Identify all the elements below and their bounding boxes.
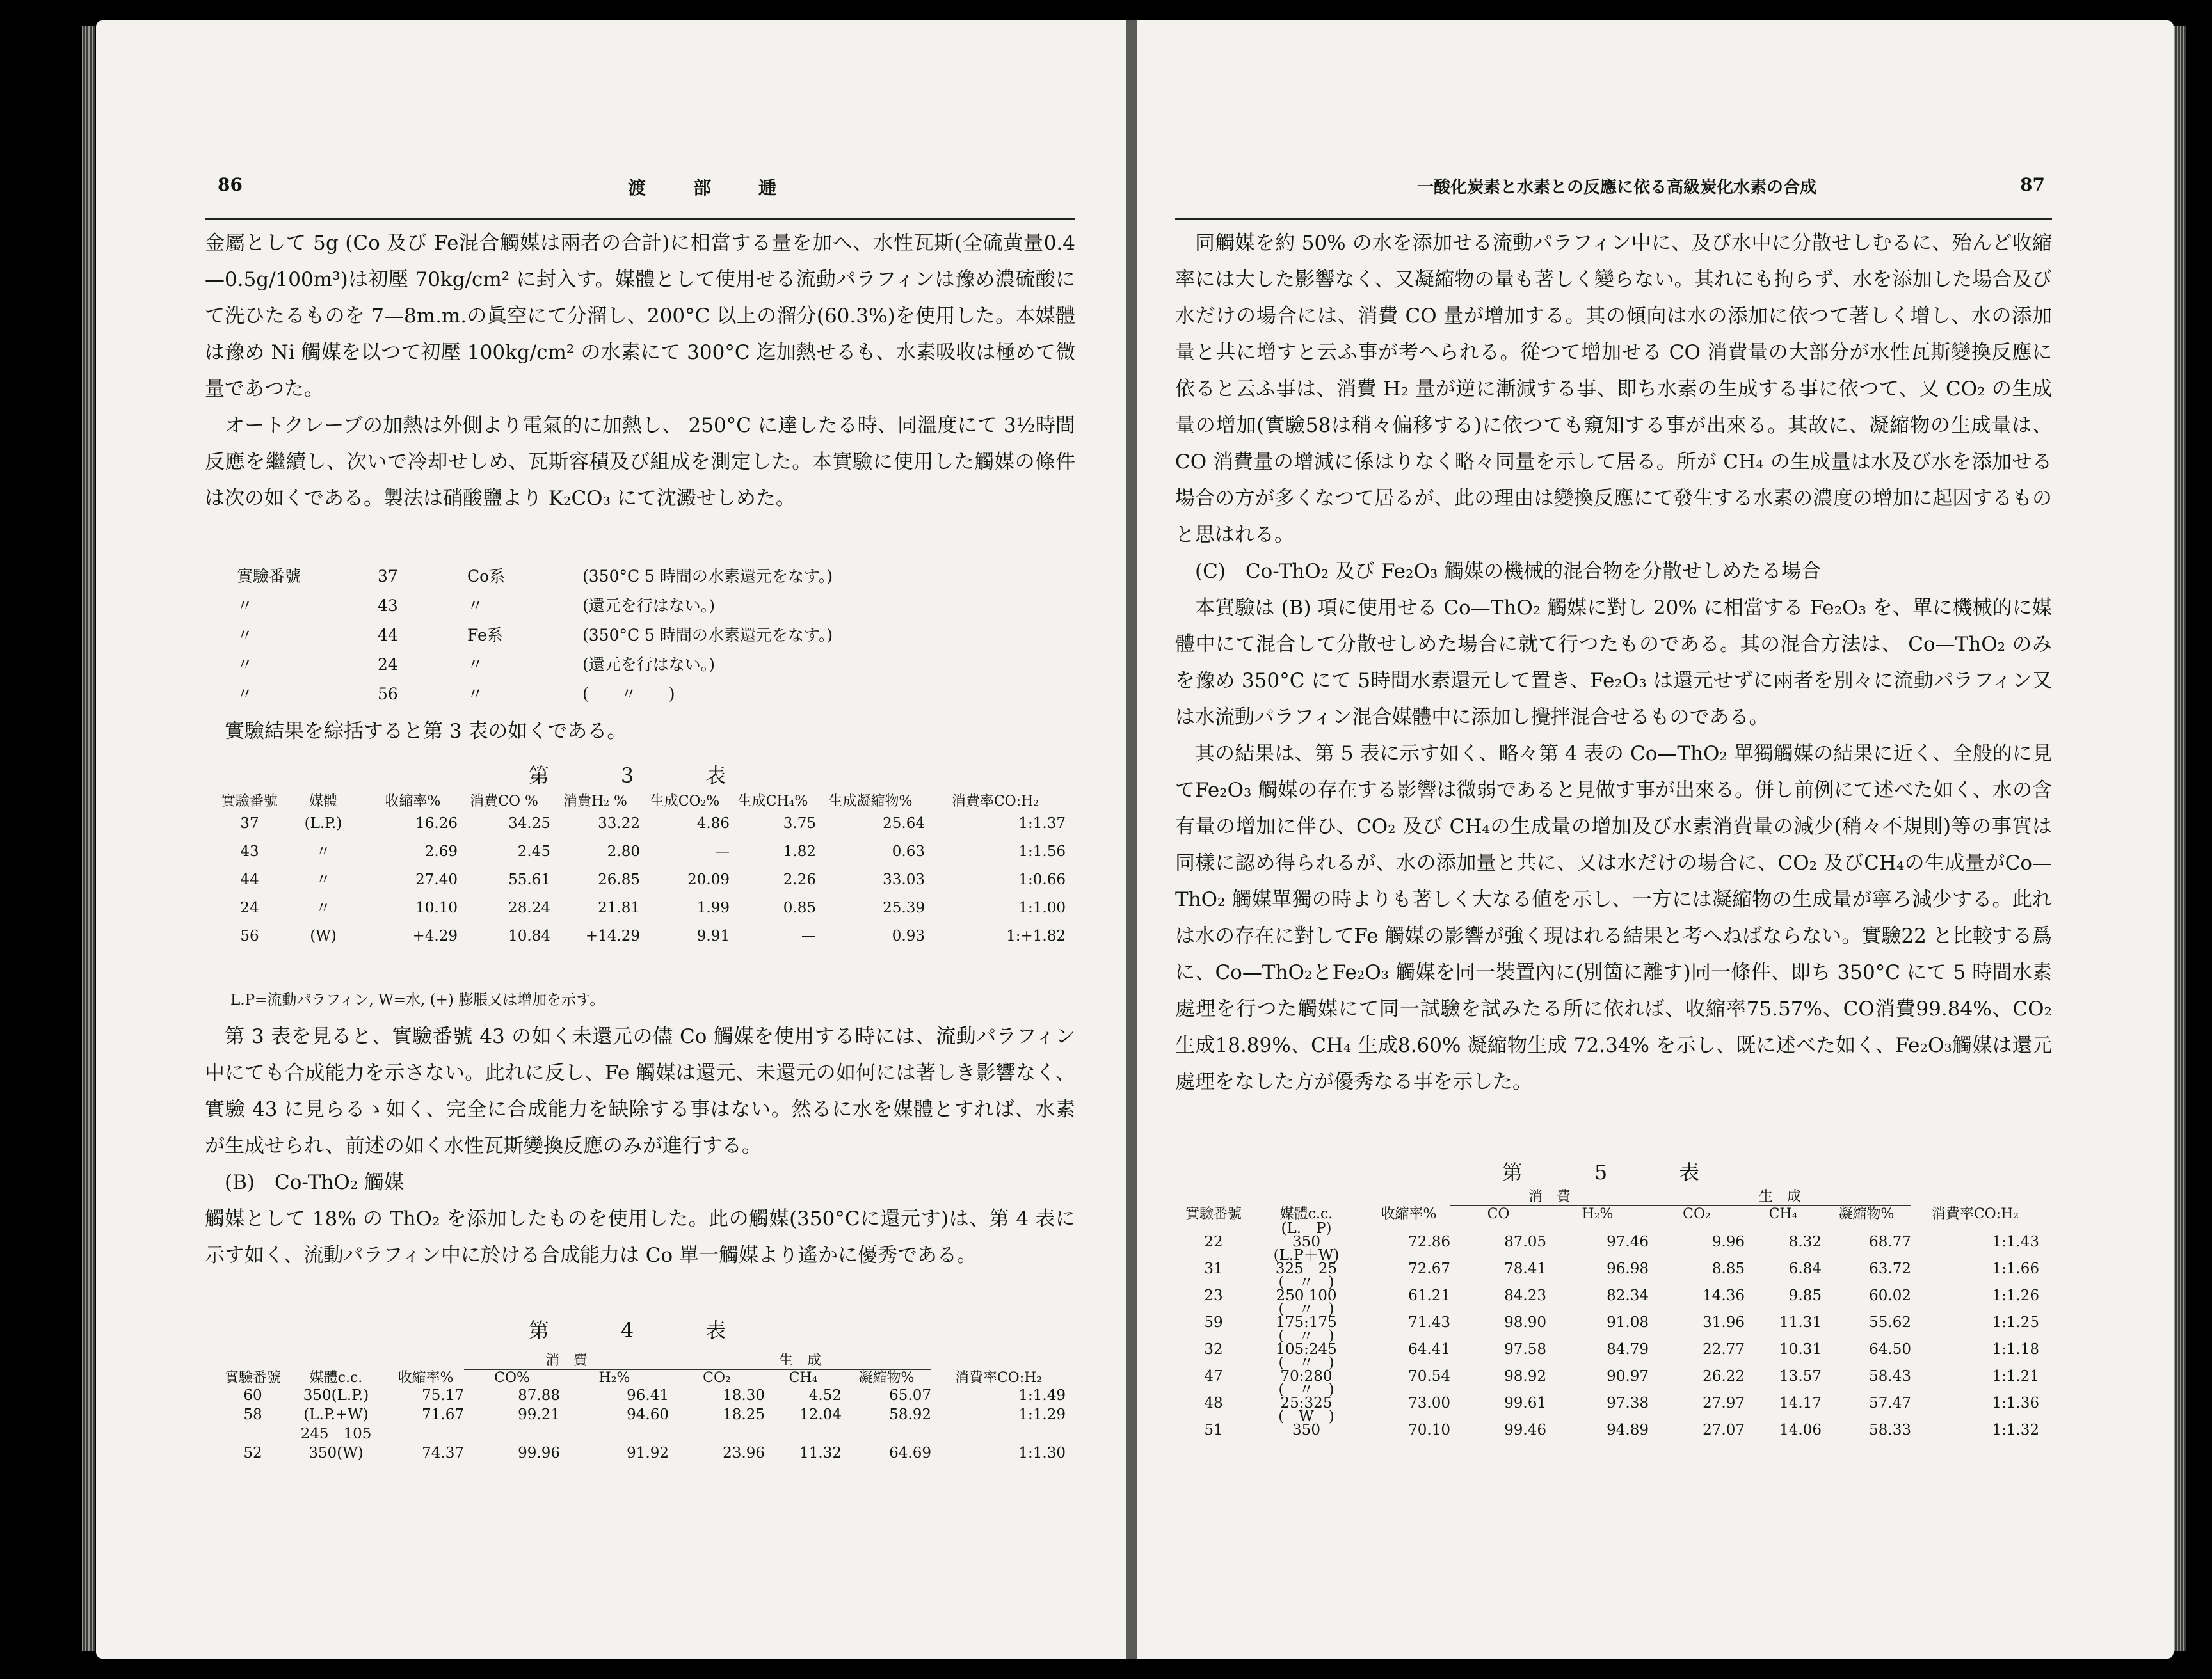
table-header-cell: 實驗番號 (221, 793, 278, 809)
table-cell: 99.96 (518, 1445, 560, 1461)
list-cell: 〃 (467, 655, 484, 674)
table-header-cell: 生成凝縮物% (828, 793, 913, 809)
book-edge-right (2174, 26, 2186, 1651)
table-header-cell: CO₂ (1683, 1206, 1711, 1222)
table-cell: 51 (1204, 1422, 1223, 1438)
table-header-cell: 生成CO₂% (650, 793, 720, 809)
table-header-cell: 凝縮物% (1838, 1206, 1895, 1222)
table-cell: 72.67 (1408, 1261, 1450, 1277)
table-header-cell: 消費率CO:H₂ (1931, 1206, 2019, 1222)
table-header-cell: H₂% (598, 1370, 630, 1386)
list-cell: (還元を行はない。) (582, 596, 716, 615)
table-cell: 27.07 (1703, 1422, 1745, 1438)
table-cell: 1:1.32 (1992, 1422, 2039, 1438)
table-header-cell: CH₄ (789, 1370, 818, 1386)
table-cell: 22.77 (1703, 1341, 1745, 1358)
list-cell: 44 (378, 626, 398, 644)
table-cell: 18.30 (723, 1387, 765, 1404)
table-cell: 98.92 (1504, 1368, 1546, 1385)
table-cell: 58 (243, 1406, 262, 1423)
table3-note: L.P=流動パラフィン, W=水, (+) 膨脹又は增加を示す。 (230, 992, 605, 1008)
table-cell: 70.54 (1408, 1368, 1450, 1385)
table-cell: 98.90 (1504, 1314, 1546, 1331)
table-cell: 4.52 (808, 1387, 842, 1404)
table-cell: 97.46 (1607, 1234, 1649, 1250)
table-cell: 25.39 (883, 900, 925, 916)
table-cell: 0.85 (783, 900, 816, 916)
table-cell: 70:280 (1280, 1368, 1333, 1385)
table-cell: 78.41 (1504, 1261, 1546, 1277)
table-cell: 26.22 (1703, 1368, 1745, 1385)
list-cell: Fe系 (467, 626, 503, 644)
table-header-cell: 收縮率% (1381, 1206, 1437, 1222)
table-cell: 48 (1204, 1395, 1223, 1412)
list-cell: (350°C 5 時間の水素還元をなす。) (582, 626, 833, 644)
table-header-cell: CO₂ (703, 1370, 731, 1386)
table-cell: 84.79 (1607, 1341, 1649, 1358)
table-cell: 0.63 (892, 843, 925, 860)
table-cell: 56 (240, 928, 259, 944)
table-cell: 11.31 (1779, 1314, 1822, 1331)
table-cell: 8.85 (1711, 1261, 1745, 1277)
table-header-cell: CO% (494, 1370, 530, 1386)
table-cell: 27.97 (1703, 1395, 1745, 1412)
table-cell: 4.86 (696, 815, 730, 832)
table-cell: 105:245 (1276, 1341, 1337, 1358)
table-cell: 27.40 (415, 871, 458, 888)
table-cell: 90.97 (1607, 1368, 1649, 1385)
table-header-cell: 收縮率% (397, 1370, 454, 1386)
table-cell: — (801, 928, 816, 944)
table-cell: 44 (240, 871, 259, 888)
table-cell: 10.10 (415, 900, 458, 916)
table4-caption: 第 4 表 (528, 1318, 752, 1342)
table-cell (464, 1424, 560, 1444)
section-heading: (C) Co-ThO₂ 及び Fe₂O₃ 觸媒の機械的混合物を分散せしめたる場合 (1195, 560, 1822, 583)
table-cell (842, 1424, 931, 1444)
table-cell (669, 1424, 765, 1444)
table-cell: 47 (1204, 1368, 1223, 1385)
table-cell: 34.25 (508, 815, 550, 832)
table-cell: 14.06 (1779, 1422, 1822, 1438)
table4 (221, 1353, 1066, 1463)
page-number: 87 (2020, 174, 2045, 195)
table-cell: 70.10 (1408, 1422, 1450, 1438)
table-cell: 72.86 (1408, 1234, 1450, 1250)
table-cell: 91.92 (627, 1445, 669, 1461)
paragraph: 第 3 表を見ると、實驗番號 43 の如く未還元の儘 Co 觸媒を使用する時には、流動パラフィン中にても合成能力を示さない。此れに反し、Fe 觸媒は還元、未還元の如何には著しき影響なく、實驗 43 に見らるゝ如く、完全に合成能力を缺除する事はない。然るに水を媒體とすれば、水素が生成せられ、前述の如く水性瓦斯變換反應のみが進行する。 (205, 1025, 1075, 1158)
table-header-cell: 實驗番號 (1185, 1206, 1242, 1222)
table-cell: 99.21 (518, 1406, 560, 1423)
table-cell: 1.82 (783, 843, 816, 860)
list-cell: 43 (378, 596, 398, 615)
book-edge-left (82, 26, 95, 1651)
table-cell: 71.67 (422, 1406, 464, 1423)
table-cell (765, 1424, 842, 1444)
table-cell: 9.85 (1788, 1287, 1822, 1304)
table-cell: 14.17 (1779, 1395, 1822, 1412)
table-cell: 84.23 (1504, 1287, 1546, 1304)
table-cell: 58.92 (889, 1406, 931, 1423)
table-cell: 10.31 (1779, 1341, 1822, 1358)
table-cell: ( 〃 ) (1278, 1328, 1334, 1344)
table-cell: 1:1.21 (1992, 1368, 2039, 1385)
table-header-cell: 生成CH₄% (737, 793, 808, 809)
table-cell: 245 105 (300, 1426, 372, 1442)
list-cell: 〃 (237, 626, 253, 644)
table-cell: 94.89 (1607, 1422, 1649, 1438)
paragraph: 其の結果は、第 5 表に示す如く、略々第 4 表の Co—ThO₂ 單獨觸媒の結果に近く、全般的に見てFe₂O₃ 觸媒の存在する影響は微弱であると見做す事が出來る。併し前例にて述べた如く、水の含有量の增加に伴ひ、CO₂ 及び CH₄の生成量の增加及び水素消費量の減少(稍々不規則)等の事實は同樣に認め得られるが、水の添加量と共に、又は水だけの場合に、CO₂ 及びCH₄の生成量がCo—ThO₂ 觸媒單獨の時よりも著しく大なる値を示し、一方には凝縮物の生成量が寧ろ減少する。此れは水の存在に對してFe 觸媒の影響が強く現はれる結果と考へねばならない。實驗22 と比較する爲に、Co—ThO₂とFe₂O₃ 觸媒を同一裝置內に(別箇に離す)同一條件、即ち 350°C にて 5 時間水素處理を行つた觸媒にて同一試驗を試みたる所に依れば、收縮率75.57%、CO消費99.84%、CO₂生成18.89%、CH₄ 生成8.60% 凝縮物生成 72.34% を示し、既に述べた如く、Fe₂O₃觸媒は還元處理をなした方が優秀なる事を示した。 (1175, 742, 2052, 1094)
table-row (221, 1386, 1066, 1405)
table-cell: (W) (310, 928, 337, 944)
table-header-cell: 收縮率% (385, 793, 441, 809)
list-cell: ( 〃 ) (582, 685, 675, 703)
table-header-cell: 媒體c.c. (1279, 1206, 1333, 1222)
table-cell: 65.07 (889, 1387, 931, 1404)
table-cell: 61.21 (1408, 1287, 1450, 1304)
table-cell: 1:1.25 (1992, 1314, 2039, 1331)
table-cell: 25:325 (1280, 1395, 1333, 1412)
table-cell: 9.96 (1711, 1234, 1745, 1250)
table-cell: 10.84 (508, 928, 550, 944)
table-cell: 68.77 (1869, 1234, 1911, 1250)
table-cell: 1:1.43 (1992, 1234, 2039, 1250)
table-cell: 73.00 (1408, 1395, 1450, 1412)
list-cell: 〃 (237, 596, 253, 615)
table-cell: 87.88 (518, 1387, 560, 1404)
table-cell: 96.98 (1607, 1261, 1649, 1277)
paragraph: オートクレーブの加熱は外側より電氣的に加熱し、 250°C に達したる時、同溫度にて 3½時間反應を繼續し、次いで冷却せしめ、瓦斯容積及び組成を測定した。本實驗に使用した觸媒の條件は次の如くである。製法は硝酸鹽より K₂CO₃ にて沈澱せしめた。 (205, 414, 1075, 510)
right-text (1175, 225, 2052, 1101)
left-page (96, 20, 1126, 1659)
table-cell (560, 1424, 669, 1444)
table-cell: 1.99 (696, 900, 730, 916)
list-item (237, 621, 966, 650)
table-cell: 57.47 (1869, 1395, 1911, 1412)
table-cell: (L.P＋W) (1273, 1247, 1340, 1264)
table-cell: 64.69 (889, 1445, 931, 1461)
table-cell: 96.41 (627, 1387, 669, 1404)
table-cell: 9.91 (696, 928, 730, 944)
table-cell: +14.29 (585, 928, 640, 944)
table-cell: 13.57 (1779, 1368, 1822, 1385)
table-header-cell: 媒體 (309, 793, 337, 809)
section-heading: (B) Co-ThO₂ 觸媒 (225, 1171, 405, 1194)
table-cell: 〃 (316, 871, 331, 888)
table-cell: 97.58 (1504, 1341, 1546, 1358)
table-cell: 0.93 (892, 928, 925, 944)
table-cell: 1:1.37 (1018, 815, 1066, 832)
table-cell: — (715, 843, 730, 860)
table-row (221, 866, 1066, 894)
table-cell: 1:1.49 (1018, 1387, 1066, 1404)
table-cell: 87.05 (1504, 1234, 1546, 1250)
table-cell: 58.43 (1869, 1368, 1911, 1385)
table-cell: 1:1.26 (1992, 1287, 2039, 1304)
table-cell: 12.04 (799, 1406, 842, 1423)
table-cell: 75.17 (422, 1387, 464, 1404)
table-cell: 1:1.56 (1018, 843, 1066, 860)
table-cell: 58.33 (1869, 1422, 1911, 1438)
table-header-cell: 消費率CO:H₂ (954, 1370, 1043, 1386)
left-lower-text (205, 1019, 1075, 1274)
table-cell: 26.85 (598, 871, 640, 888)
table-cell: ( 〃 ) (1278, 1355, 1334, 1371)
list-cell: Co系 (467, 567, 506, 585)
list-cell: 24 (378, 655, 398, 674)
table-cell: 97.38 (1607, 1395, 1649, 1412)
list-cell: 〃 (237, 685, 253, 703)
table-cell: 64.41 (1408, 1341, 1450, 1358)
table-cell: 25.64 (883, 815, 925, 832)
table-cell: 2.45 (517, 843, 550, 860)
table-cell: 1:+1.82 (1006, 928, 1066, 944)
table-cell: 350(L.P.) (303, 1387, 369, 1404)
table-header-cell: 消費H₂ % (563, 793, 627, 809)
table-cell: 3.75 (783, 815, 816, 832)
table-cell: 55.61 (508, 871, 550, 888)
paragraph: 同觸媒を約 50% の水を添加せる流動パラフィン中に、及び水中に分散せしむるに、殆んど收縮率には大した影響なく、又凝縮物の量も著しく變らない。其れにも拘らず、水を添加した場合及び水だけの場合には、消費 CO 量が增加する。其の傾向は水の添加に依つて著しく增し、水の添加量と共に增すと云ふ事が考へられる。從つて增加せる CO 消費量の大部分が水性瓦斯變換反應に依ると云ふ事は、消費 H₂ 量が逆に漸減する事、即ち水素の生成する事に依つて、又 CO₂ の生成量の增加(實驗58は稍々偏移する)に依つても窺知する事が出來る。其故に、凝縮物の生成量は、CO 消費量の增減に係はりなく略々同量を示して居る。所が CH₄ の生成量は水及び水を添加せる場合の方が多くなつて居るが、此の理由は變換反應にて發生する水素の濃度の增加に起因するものと思はれる。 (1175, 232, 2052, 546)
table5-group-produced: 生 成 (1649, 1189, 1911, 1206)
table-cell: 1:1.30 (1018, 1445, 1066, 1461)
table-cell: 71.43 (1408, 1314, 1450, 1331)
paragraph: 實驗結果を綜括すると第 3 表の如くである。 (225, 720, 627, 743)
table-cell: 2.80 (607, 843, 640, 860)
table-cell: +4.29 (412, 928, 458, 944)
left-summary-line (205, 713, 1075, 750)
table-cell: ( W ) (1278, 1408, 1334, 1425)
table-cell: 8.32 (1788, 1234, 1822, 1250)
table-cell: 350 (1292, 1422, 1320, 1438)
left-upper-text (205, 225, 1075, 517)
table-cell: 350 (1292, 1234, 1320, 1250)
list-item (237, 591, 966, 621)
table-cell: 20.09 (687, 871, 730, 888)
header-rule (1175, 218, 2052, 220)
table-cell (931, 1424, 1066, 1444)
table-cell: 55.62 (1869, 1314, 1911, 1331)
table-header-cell: CH₄ (1768, 1206, 1798, 1222)
table-cell: 6.84 (1788, 1261, 1822, 1277)
running-head: 一酸化炭素と水素との反應に依る高級炭化水素の合成 (1416, 178, 1816, 197)
table-row (221, 809, 1066, 838)
table-cell: ( 〃 ) (1278, 1274, 1334, 1291)
table-cell (221, 1424, 285, 1444)
table-cell: 16.26 (415, 815, 458, 832)
table-cell: 21.81 (598, 900, 640, 916)
table-cell: 33.03 (883, 871, 925, 888)
table-cell: 28.24 (508, 900, 550, 916)
table-header-cell: 實驗番號 (224, 1370, 281, 1386)
table-header-cell: 消費CO % (470, 793, 538, 809)
experiment-list (237, 562, 966, 709)
list-cell: 〃 (237, 655, 253, 674)
table-cell: 31 (1204, 1261, 1223, 1277)
table-cell: 99.46 (1504, 1422, 1546, 1438)
table5-group-consumed: 消 費 (1450, 1189, 1649, 1206)
table-cell: (L.P.) (304, 815, 342, 832)
list-cell: 〃 (467, 685, 484, 703)
table-cell: 1:1.29 (1018, 1406, 1066, 1423)
table-cell: 31.96 (1703, 1314, 1745, 1331)
list-item (237, 680, 966, 709)
table-cell: 94.60 (627, 1406, 669, 1423)
right-page (1137, 20, 2174, 1659)
table-cell: 60 (243, 1387, 262, 1404)
list-cell: (還元を行はない。) (582, 655, 716, 674)
table-cell: 325 25 (1275, 1261, 1338, 1277)
table-cell: 250 100 (1276, 1287, 1337, 1304)
table-cell: 23.96 (723, 1445, 765, 1461)
table-row (1182, 1424, 2039, 1437)
table-cell: (L.P.+W) (303, 1406, 369, 1423)
table3-caption: 第 3 表 (528, 763, 752, 788)
table-cell: 43 (240, 843, 259, 860)
table-row (221, 838, 1066, 866)
table-header-cell: 凝縮物% (858, 1370, 915, 1386)
table-cell: 175:175 (1276, 1314, 1337, 1331)
table-cell: 1:1.36 (1992, 1395, 2039, 1412)
table-cell: 32 (1204, 1341, 1223, 1358)
header-rule (205, 218, 1075, 220)
table-row (221, 1405, 1066, 1424)
table-cell: 〃 (316, 843, 331, 860)
table-cell: 18.25 (723, 1406, 765, 1423)
table-cell: 11.32 (799, 1445, 842, 1461)
table-cell: 60.02 (1869, 1287, 1911, 1304)
table-cell: ( 〃 ) (1278, 1301, 1334, 1317)
table-header-cell: H₂% (1582, 1206, 1614, 1222)
table-row (221, 1444, 1066, 1463)
table-cell: 1:1.66 (1992, 1261, 2039, 1277)
paragraph: 觸媒として 18% の ThO₂ を添加したものを使用した。此の觸媒(350°Cに還元す)は、第 4 表に示す如く、流動パラフィン中に於ける合成能力は Co 單一觸媒より遙かに優秀である。 (205, 1207, 1075, 1267)
list-cell: 56 (378, 685, 398, 703)
table-cell: 64.50 (1869, 1341, 1911, 1358)
table5-caption: 第 5 表 (1502, 1160, 1726, 1184)
table-cell: 22 (1204, 1234, 1223, 1250)
paragraph: 本實驗は (B) 項に使用せる Co—ThO₂ 觸媒に對し 20% に相當する Fe₂O₃ を、單に機械的に媒體中にて混合して分散せしめた場合に就て行つたものである。其の混合方法は、 Co—ThO₂ のみを豫め 350°C にて 5時間水素還元して置き、Fe₂O₃ は還元せずに兩者を別々に流動パラフィン又は水流動パラフィン混合媒體中に添加し攪拌混合せるものである。 (1175, 596, 2052, 729)
table-header-cell: 媒體c.c. (309, 1370, 363, 1386)
table-cell: 99.61 (1504, 1395, 1546, 1412)
table4-group-produced: 生 成 (669, 1353, 931, 1369)
table-row (221, 1424, 1066, 1444)
table-cell: 82.34 (1607, 1287, 1649, 1304)
list-item (237, 650, 966, 680)
table-cell: (L. P) (1281, 1220, 1332, 1237)
table-cell: 350(W) (309, 1445, 364, 1461)
table-cell: ( 〃 ) (1278, 1381, 1334, 1398)
list-cell: 實驗番號 (237, 567, 301, 585)
list-cell: 37 (378, 567, 398, 585)
table-cell: 2.26 (783, 871, 816, 888)
table-header-cell: 消費率CO:H₂ (951, 793, 1039, 809)
table-cell: 63.72 (1869, 1261, 1911, 1277)
list-cell: 〃 (467, 596, 484, 615)
table-cell: 14.36 (1703, 1287, 1745, 1304)
page-number: 86 (218, 174, 243, 195)
table-cell: 1:0.66 (1018, 871, 1066, 888)
list-cell: (350°C 5 時間の水素還元をなす。) (582, 567, 833, 585)
table-row (221, 894, 1066, 922)
table-cell: 37 (240, 815, 259, 832)
book-gutter (1126, 20, 1137, 1659)
table-cell: 59 (1204, 1314, 1223, 1331)
table-cell: 24 (240, 900, 259, 916)
table-cell: 〃 (316, 900, 331, 916)
table-cell: 33.22 (598, 815, 640, 832)
table-header-cell: CO (1487, 1206, 1510, 1222)
table-cell: 74.37 (422, 1445, 464, 1461)
table3 (221, 793, 1066, 950)
table4-group-consumed: 消 費 (464, 1353, 669, 1369)
table-cell: 52 (243, 1445, 262, 1461)
table-row (221, 922, 1066, 950)
table5 (1182, 1189, 2039, 1437)
list-item (237, 562, 966, 591)
table-cell (387, 1424, 464, 1444)
table-cell: 2.69 (424, 843, 458, 860)
table-cell: 23 (1204, 1287, 1223, 1304)
running-head: 渡 部 逓 (627, 177, 780, 198)
table-cell: 91.08 (1607, 1314, 1649, 1331)
table-cell: 1:1.18 (1992, 1341, 2039, 1358)
table-cell: 1:1.00 (1018, 900, 1066, 916)
paragraph: 金屬として 5g (Co 及び Fe混合觸媒は兩者の合計)に相當する量を加へ、水性瓦斯(全硫黄量0.4—0.5g/100m³)は初壓 70kg/cm² に封入す。媒體として使用せる流動パラフィンは豫め濃硫酸にて洗ひたるものを 7—8m.m.の眞空にて分溜し、200°C 以上の溜分(60.3%)を使用した。本媒體は豫め Ni 觸媒を以つて初壓 100kg/cm² の水素にて 300°C 迄加熱せるも、水素吸收は極めて微量であつた。 (205, 232, 1075, 401)
